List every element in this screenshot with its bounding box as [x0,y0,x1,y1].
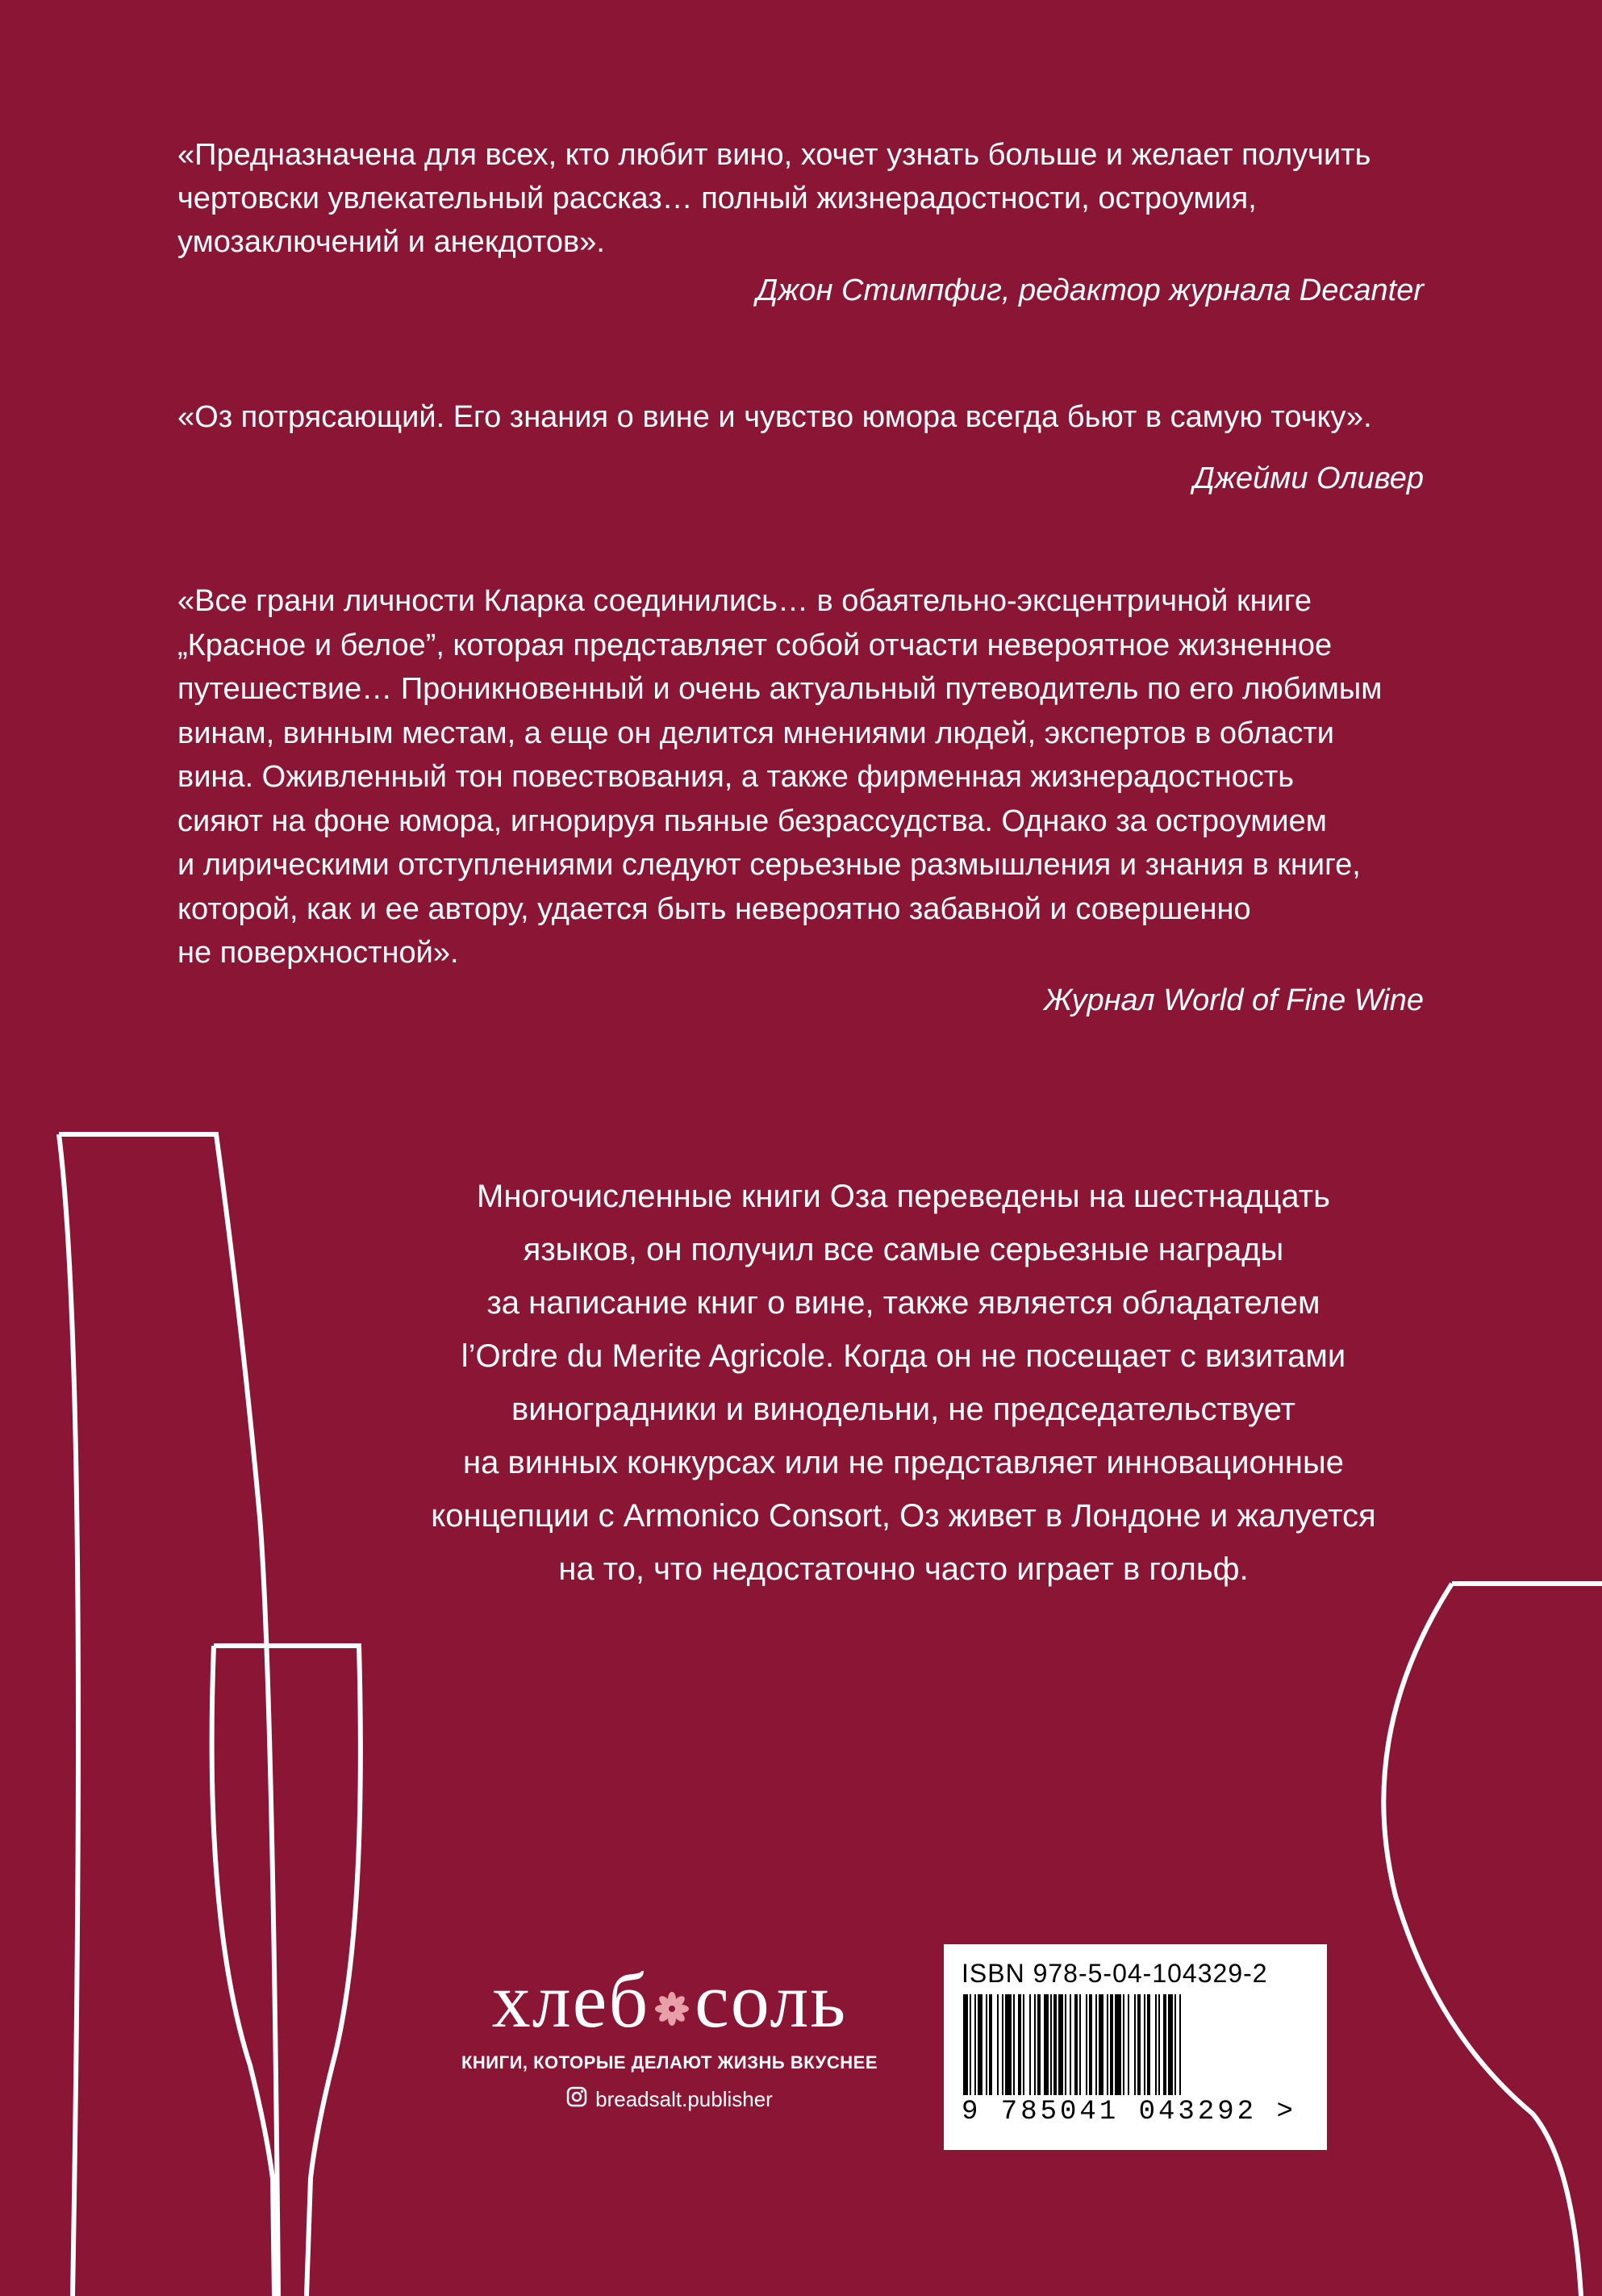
social-handle: breadsalt.publisher [595,2087,773,2111]
barcode-bar [1134,1994,1136,2095]
bio-line: концепции с Armonico Consort, Оз живет в Лондоне и жалуется [431,1498,1376,1534]
decanter-outline-left [59,1134,78,2296]
quote-line: „Красное и белое”, которая представляет собой отчасти невероятное жизненное [177,628,1333,662]
barcode-bar [1037,1994,1041,2095]
barcode-bar [1163,1994,1166,2095]
barcode-bar [1044,1994,1049,2095]
barcode-bar [1050,1994,1052,2095]
flute-glass [212,1646,361,2296]
quote-line: умозаключений и анекдотов». [177,225,605,259]
barcode-bar [1144,1994,1145,2095]
quote-1-text [177,133,1424,264]
isbn-label: ISBN 978-5-04-104329-2 [962,1959,1268,1988]
quote-line: винам, винным местам, а еще он делится мнениями людей, экспертов в области [177,716,1334,750]
isbn-digits: 9 785041 043292 > [962,2097,1296,2127]
barcode-bar [963,1994,968,2095]
quote-line: вина. Оживленный тон повествования, а также фирменная жизнерадостность [177,760,1295,794]
barcode-bar [1079,1994,1081,2095]
bio-line: l’Ordre du Merite Agricole. Когда он не посещает с визитами [461,1338,1346,1374]
barcode-bar [1023,1994,1024,2095]
barcode-bar [989,1994,992,2095]
barcode-bar [978,1994,982,2095]
quote-line: и лирическими отступлениями следуют серьезные размышления и знания в книге, [177,848,1361,882]
quote-line: которой, как и ее автору, удается быть невероятно забавной и совершенно [177,891,1251,926]
barcode-bar [1158,1994,1160,2095]
instagram-icon [566,2086,587,2113]
wine-glass-right [1383,1584,1602,2296]
barcode-bar [1089,1994,1092,2095]
bio-line: Многочисленные книги Оза переведены на шестнадцать [477,1179,1330,1214]
bio-line: языков, он получил все самые серьезные награды [523,1232,1284,1267]
publisher-tagline: КНИГИ, КОТОРЫЕ ДЕЛАЮТ ЖИЗНЬ ВКУСНЕЕ [461,2052,878,2073]
barcode-bar [1095,1994,1097,2095]
barcode-bar [1123,1994,1124,2095]
logo-word-left: хлеб [491,1957,650,2043]
barcode-bar [1070,1994,1071,2095]
bio-line: на винных конкурсах или не представляет инновационные [463,1445,1344,1480]
barcode-bar [1013,1994,1015,2095]
decanter-outline [59,1134,278,2296]
quote-3-text [177,579,1424,975]
barcode-bar [1174,1994,1176,2095]
barcode-bar [1065,1994,1066,2095]
barcode-bar [974,1994,976,2095]
barcode-bar [1137,1994,1141,2095]
barcode-bar [1018,1994,1021,2095]
quote-line: «Все грани личности Кларка соединились… в обаятельно-эксцентричной книге [177,584,1312,618]
isbn-barcode [944,1944,1327,2150]
barcode-bar [1034,1994,1036,2095]
barcode-bar [1179,1994,1181,2095]
barcode-bar [1107,1994,1108,2095]
publisher-logo [452,1957,887,2113]
barcode-bar [1128,1994,1129,2095]
barcode-bar [986,1994,987,2095]
barcode-bar [1058,1994,1063,2095]
quote-line: «Оз потрясающий. Его знания о вине и чувство юмора всегда бьют в самую точку». [177,400,1372,434]
barcode-bar [1099,1994,1103,2095]
bio-line: на то, что недостаточно часто играет в гольф. [558,1551,1249,1587]
quote-2-text [177,395,1424,439]
logo-wordmark [452,1957,887,2043]
author-bio [379,1170,1428,1596]
publisher-social[interactable] [452,2086,887,2113]
quote-line: чертовски увлекательный рассказ… полный жизнерадостности, остроумия, [177,182,1257,215]
bio-line: за написание книг о вине, также является обладателем [486,1285,1320,1321]
logo-word-right: соль [695,1957,848,2043]
barcode-bar [970,1994,971,2095]
barcode-bar [1115,1994,1121,2095]
barcode-bar [1155,1994,1157,2095]
barcode-bar [1110,1994,1113,2095]
barcode-bar [1029,1994,1031,2095]
barcode-bar [1002,1994,1003,2095]
barcode-bar [997,1994,999,2095]
quote-2 [177,395,1424,500]
quote-2-author: Джейми Оливер [1193,461,1424,495]
barcode-bar [1147,1994,1150,2095]
quote-line: «Предназначена для всех, кто любит вино, хочет узнать больше и желает получить [177,138,1371,172]
barcode-bar [1053,1994,1057,2095]
quote-1 [177,133,1424,312]
flower-icon [654,1960,690,2041]
quote-line: сияют на фоне юмора, игнорируя пьяные безрассудства. Однако за остроумием [177,804,1327,838]
barcode-bar [1168,1994,1173,2095]
quote-line: путешествие… Проникновенный и очень актуальный путеводитель по его любимым [177,672,1383,706]
quote-1-author: Джон Стимпфиг, редактор журнала Decanter [756,273,1424,307]
barcode-bar [1005,1994,1012,2095]
quote-line: не поверхностной». [177,936,459,970]
barcode-bars [962,1994,1308,2095]
quote-3 [177,579,1424,1022]
bio-line: виноградники и винодельни, не председательствует [511,1392,1295,1427]
barcode-bar [1074,1994,1078,2095]
quote-3-author: Журнал World of Fine Wine [1044,983,1424,1017]
barcode-bar [1086,1994,1087,2095]
